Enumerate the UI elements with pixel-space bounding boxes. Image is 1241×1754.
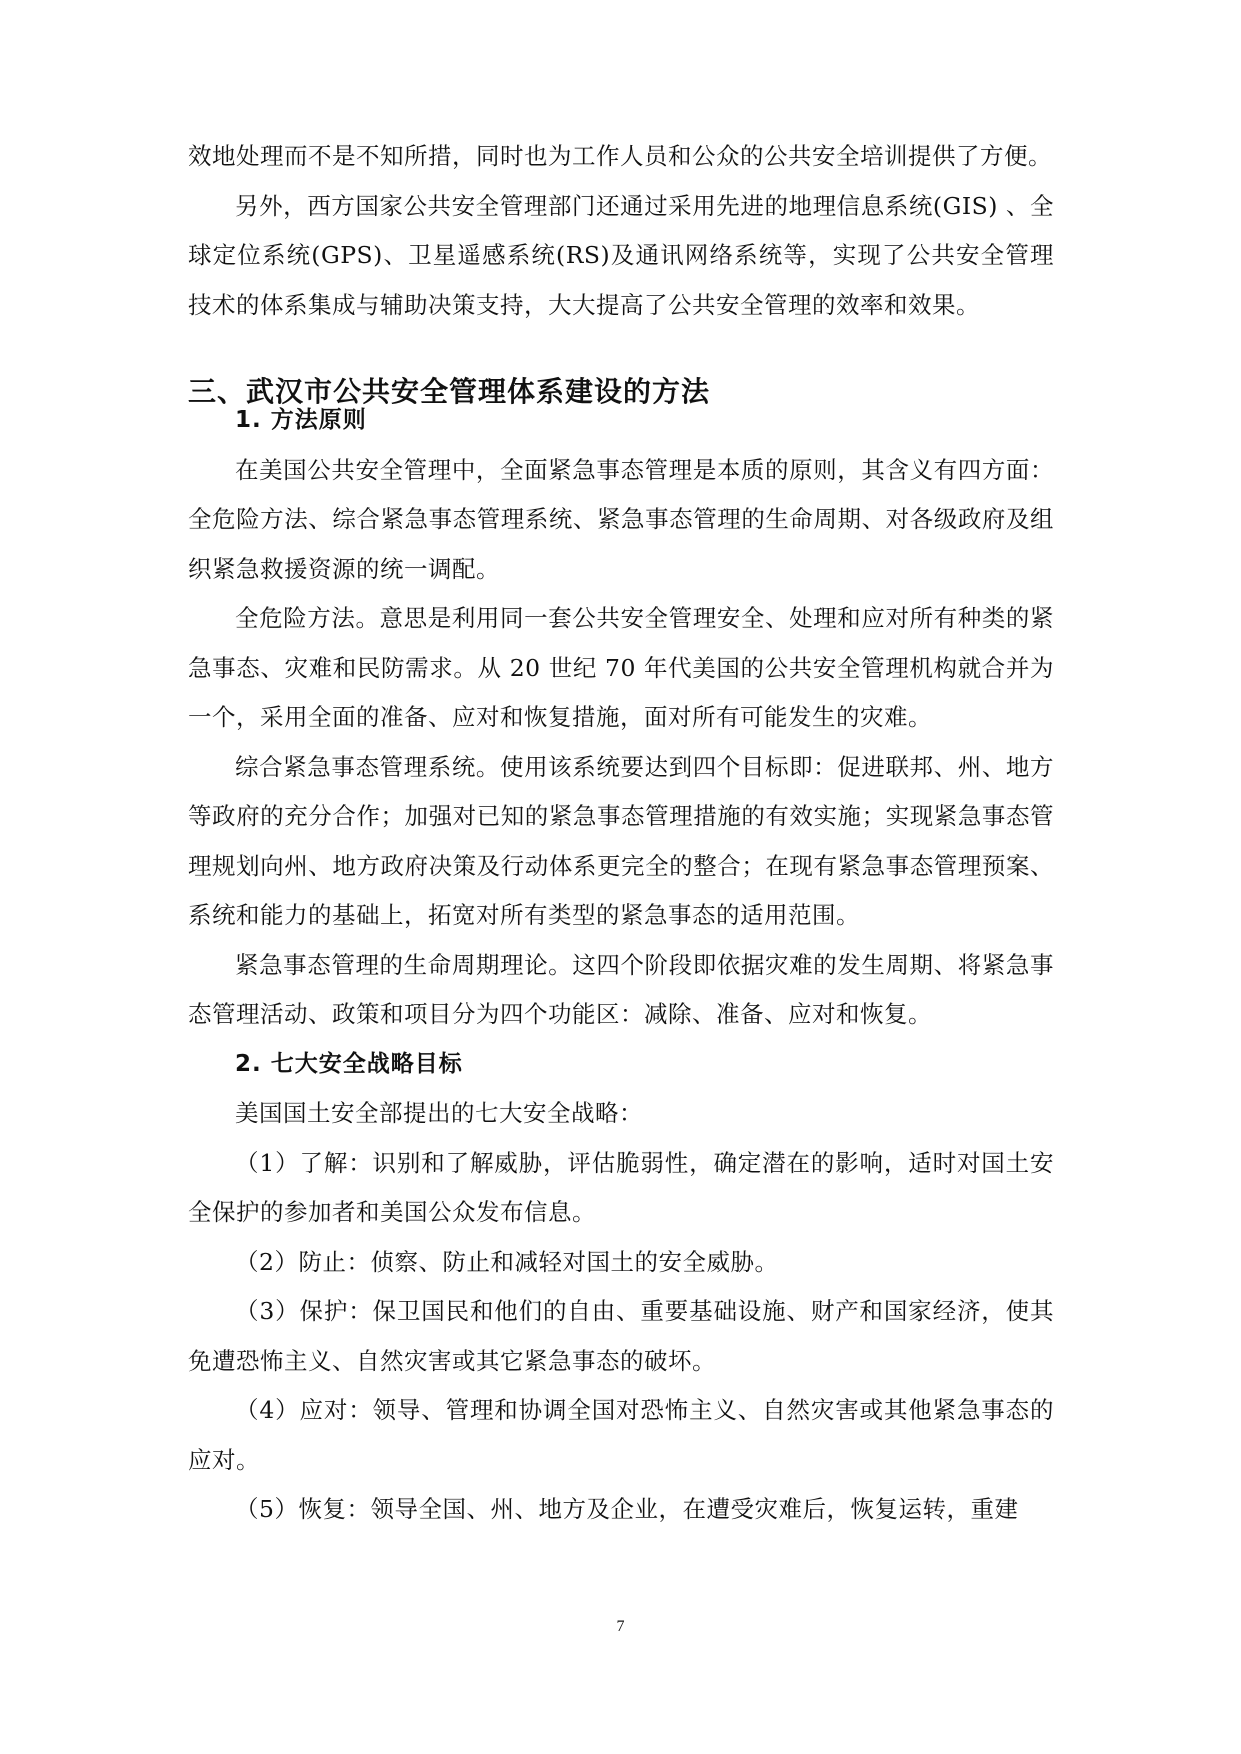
paragraph-all-hazards: 全危险方法。意思是利用同一套公共安全管理安全、处理和应对所有种类的紧急事态、灾难和民防需求。从 20 世纪 70 年代美国的公共安全管理机构就合并为一个，采用全面的准备、应对和恢复措施，面对所有可能发生的灾难。 <box>188 604 1054 731</box>
page-number: 7 <box>616 1618 625 1635</box>
paragraph-strategy-intro: 美国国土安全部提出的七大安全战略： <box>235 1099 643 1127</box>
intro-paragraph-continuation: 效地处理而不是不知所措，同时也为工作人员和公众的公共安全培训提供了方便。 <box>188 142 1052 170</box>
subsection-title-principles: 1. 方法原则 <box>235 407 367 433</box>
intro-paragraph-gis: 另外，西方国家公共安全管理部门还通过采用先进的地理信息系统(GIS) 、全球定位系统(GPS)、卫星遥感系统(RS)及通讯网络系统等，实现了公共安全管理技术的体系集成与辅助决策支持，大大提高了公共安全管理的效率和效果。 <box>188 191 1054 319</box>
section-title: 三、武汉市公共安全管理体系建设的方法 <box>188 375 711 408</box>
list-item-prevent: （2）防止：侦察、防止和减轻对国土的安全威胁。 <box>235 1247 779 1276</box>
intro-block <box>188 132 1054 330</box>
list-item-recover: （5）恢复：领导全国、州、地方及企业，在遭受灾难后，恢复运转，重建 <box>235 1495 1019 1523</box>
paragraph-life-cycle: 紧急事态管理的生命周期理论。这四个阶段即依据灾难的发生周期、将紧急事态管理活动、政策和项目分为四个功能区：减除、准备、应对和恢复。 <box>188 950 1054 1028</box>
list-item-protect: （3）保护：保卫国民和他们的自由、重要基础设施、财产和国家经济，使其免遭恐怖主义、自然灾害或其它紧急事态的破坏。 <box>188 1297 1054 1375</box>
paragraph-comprehensive-management: 在美国公共安全管理中，全面紧急事态管理是本质的原则，其含义有四方面：全危险方法、综合紧急事态管理系统、紧急事态管理的生命周期、对各级政府及组织紧急救援资源的统一调配。 <box>188 455 1054 583</box>
paragraph-integrated-system: 综合紧急事态管理系统。使用该系统要达到四个目标即：促进联邦、州、地方等政府的充分合作；加强对已知的紧急事态管理措施的有效实施；实现紧急事态管理规划向州、地方政府决策及行动体系更完全的整合；在现有紧急事态管理预案、系统和能力的基础上，拓宽对所有类型的紧急事态的适用范围。 <box>188 752 1054 929</box>
subsection-methods <box>188 396 1054 1535</box>
list-item-understand: （1）了解：识别和了解威胁，评估脆弱性，确定潜在的影响，适时对国土安全保护的参加者和美国公众发布信息。 <box>188 1148 1054 1226</box>
subsection-title-strategy-goals: 2. 七大安全战略目标 <box>235 1050 463 1077</box>
list-item-respond: （4）应对：领导、管理和协调全国对恐怖主义、自然灾害或其他紧急事态的应对。 <box>188 1396 1054 1474</box>
